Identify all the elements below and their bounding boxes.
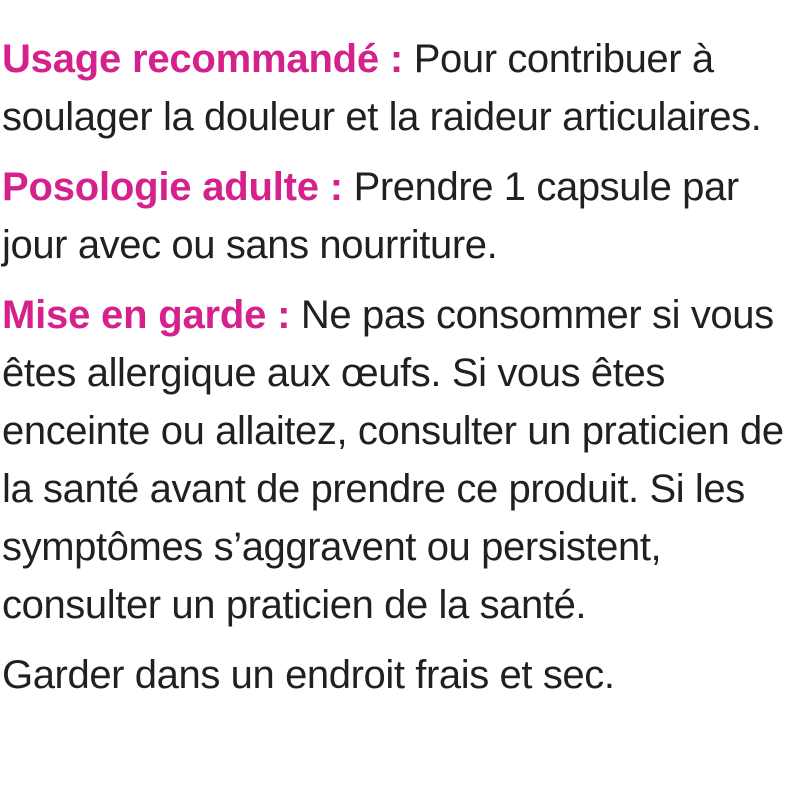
adult-dosage-section — [2, 158, 798, 274]
warning-text: Ne pas consommer si vous êtes allergique aux œufs. Si vous êtes enceinte ou allaitez, consulter un praticien de la santé avant de prendre ce produit. Si les symptômes s’aggravent ou persistent, consulter un praticien de la santé. — [2, 293, 784, 627]
adult-dosage-text: Prendre 1 capsule par jour avec ou sans nourriture. — [2, 165, 739, 267]
warning-section — [2, 286, 798, 634]
label-text-panel — [2, 30, 798, 716]
recommended-use-text: Pour contribuer à soulager la douleur et la raideur articulaires. — [2, 37, 762, 139]
warning-heading: Mise en garde : — [2, 293, 291, 337]
recommended-use-heading: Usage recommandé : — [2, 37, 403, 81]
storage-note: Garder dans un endroit frais et sec. — [2, 653, 615, 697]
adult-dosage-heading: Posologie adulte : — [2, 165, 343, 209]
recommended-use-section — [2, 30, 798, 146]
